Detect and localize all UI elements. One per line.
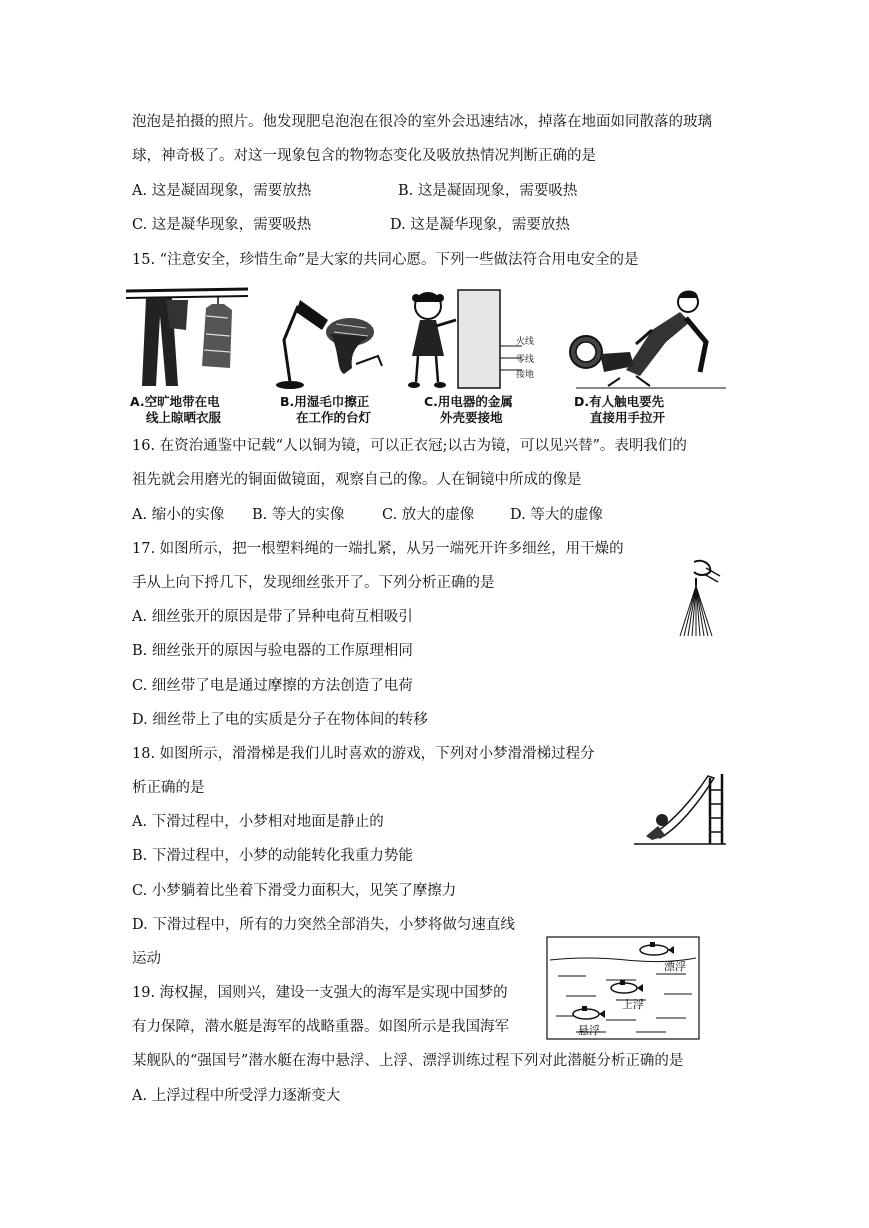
q16-stem-line-2: 祖先就会用磨光的铜面做镜面，观察自己的像。人在铜镜中所成的像是 <box>132 472 582 488</box>
q19-label-suspended: 悬浮 <box>578 1024 600 1037</box>
q15-figure-c[interactable] <box>396 286 536 396</box>
q15-stem: 15. “注意安全，珍惜生命”是大家的共同心愿。下列一些做法符合用电安全的是 <box>132 252 639 268</box>
q18-option-d-line-1[interactable]: D. 下滑过程中，所有的力突然全部消失，小梦将做匀速直线 <box>132 917 515 933</box>
q19-option-a[interactable]: A. 上浮过程中所受浮力逐渐变大 <box>132 1088 341 1104</box>
q19-label-rising: 上浮 <box>622 998 644 1011</box>
q18-option-c[interactable]: C. 小梦躺着比坐着下滑受力面积大，见笑了摩擦力 <box>132 883 457 899</box>
q16-option-d[interactable]: D. 等大的虚像 <box>510 507 603 523</box>
intro-line-1: 泡泡是拍摄的照片。他发现肥皂泡泡在很冷的室外会迅速结冰，掉落在地面如同散落的玻璃 <box>132 114 712 130</box>
q15-caption-b-line1: B.用湿毛巾擦正 <box>280 394 370 409</box>
q18-stem-line-1: 18. 如图所示，滑滑梯是我们儿时喜欢的游戏，下列对小梦滑滑梯过程分 <box>132 746 595 762</box>
q18-figure-slide[interactable] <box>632 770 728 848</box>
q14-option-d[interactable]: D. 这是凝华现象，需要放热 <box>390 217 570 233</box>
q16-stem-line-1: 16. 在资治通鉴中记载“人以铜为镜，可以正衣冠;以古为镜，可以见兴替”。表明我们的 <box>132 438 687 454</box>
q14-option-b[interactable]: B. 这是凝固现象，需要吸热 <box>398 183 578 199</box>
q19-stem-line-3: 某舰队的“强国号”潜水艇在海中悬浮、上浮、漂浮训练过程下列对此潜艇分析正确的是 <box>132 1053 684 1069</box>
q14-option-a[interactable]: A. 这是凝固现象，需要放热 <box>132 183 312 199</box>
q15-wire-label-live: 火线 <box>516 337 535 347</box>
q16-option-b[interactable]: B. 等大的实像 <box>252 507 345 523</box>
q17-option-a[interactable]: A. 细丝张开的原因是带了异种电荷互相吸引 <box>132 609 413 625</box>
q15-figure-d[interactable] <box>556 282 732 394</box>
q15-caption-c-line1: C.用电器的金属 <box>424 394 513 409</box>
intro-line-2: 球，神奇极了。对这一现象包含的物物态变化及吸放热情况判断正确的是 <box>132 148 596 164</box>
q17-stem-line-1: 17. 如图所示，把一根塑料绳的一端扎紧，从另一端死开许多细丝，用干燥的 <box>132 541 624 557</box>
q15-wire-label-ground: 接地 <box>516 370 535 380</box>
q16-option-a[interactable]: A. 缩小的实像 <box>132 507 225 523</box>
q17-option-b[interactable]: B. 细丝张开的原因与验电器的工作原理相同 <box>132 643 413 659</box>
q18-option-d-line-2: 运动 <box>132 951 161 967</box>
q15-caption-c-line2: 外壳要接地 <box>440 410 503 425</box>
q17-figure-plastic-strings[interactable] <box>676 556 726 640</box>
q19-label-floating: 漂浮 <box>664 960 686 973</box>
q15-caption-b-line2: 在工作的台灯 <box>296 410 372 425</box>
q17-stem-line-2: 手从上向下捋几下，发现细丝张开了。下列分析正确的是 <box>132 575 495 591</box>
q19-stem-line-2: 有力保障，潜水艇是海军的战略重器。如图所示是我国海军 <box>132 1019 509 1035</box>
q14-option-c[interactable]: C. 这是凝华现象，需要吸热 <box>132 217 312 233</box>
q15-caption-a-line2: 线上晾晒衣服 <box>146 410 222 425</box>
q18-stem-line-2: 析正确的是 <box>132 780 205 796</box>
q15-figure-a[interactable] <box>126 286 250 396</box>
q17-option-d[interactable]: D. 细丝带上了电的实质是分子在物体间的转移 <box>132 712 428 728</box>
q18-option-a[interactable]: A. 下滑过程中，小梦相对地面是静止的 <box>132 814 384 830</box>
q19-figure-submarine[interactable] <box>546 936 700 1040</box>
q17-option-c[interactable]: C. 细丝带了电是通过摩擦的方法创造了电荷 <box>132 678 413 694</box>
q19-stem-line-1: 19. 海权握，国则兴，建设一支强大的海军是实现中国梦的 <box>132 985 508 1001</box>
q15-caption-d-line2: 直接用手拉开 <box>590 410 666 425</box>
q15-figure-b[interactable] <box>270 290 388 394</box>
q15-wire-label-neutral: 零线 <box>516 355 535 365</box>
q18-option-b[interactable]: B. 下滑过程中，小梦的动能转化我重力势能 <box>132 848 413 864</box>
q15-caption-d-line1: D.有人触电要先 <box>574 394 665 409</box>
q16-option-c[interactable]: C. 放大的虚像 <box>382 507 475 523</box>
q15-caption-a-line1: A.空旷地带在电 <box>130 394 220 409</box>
